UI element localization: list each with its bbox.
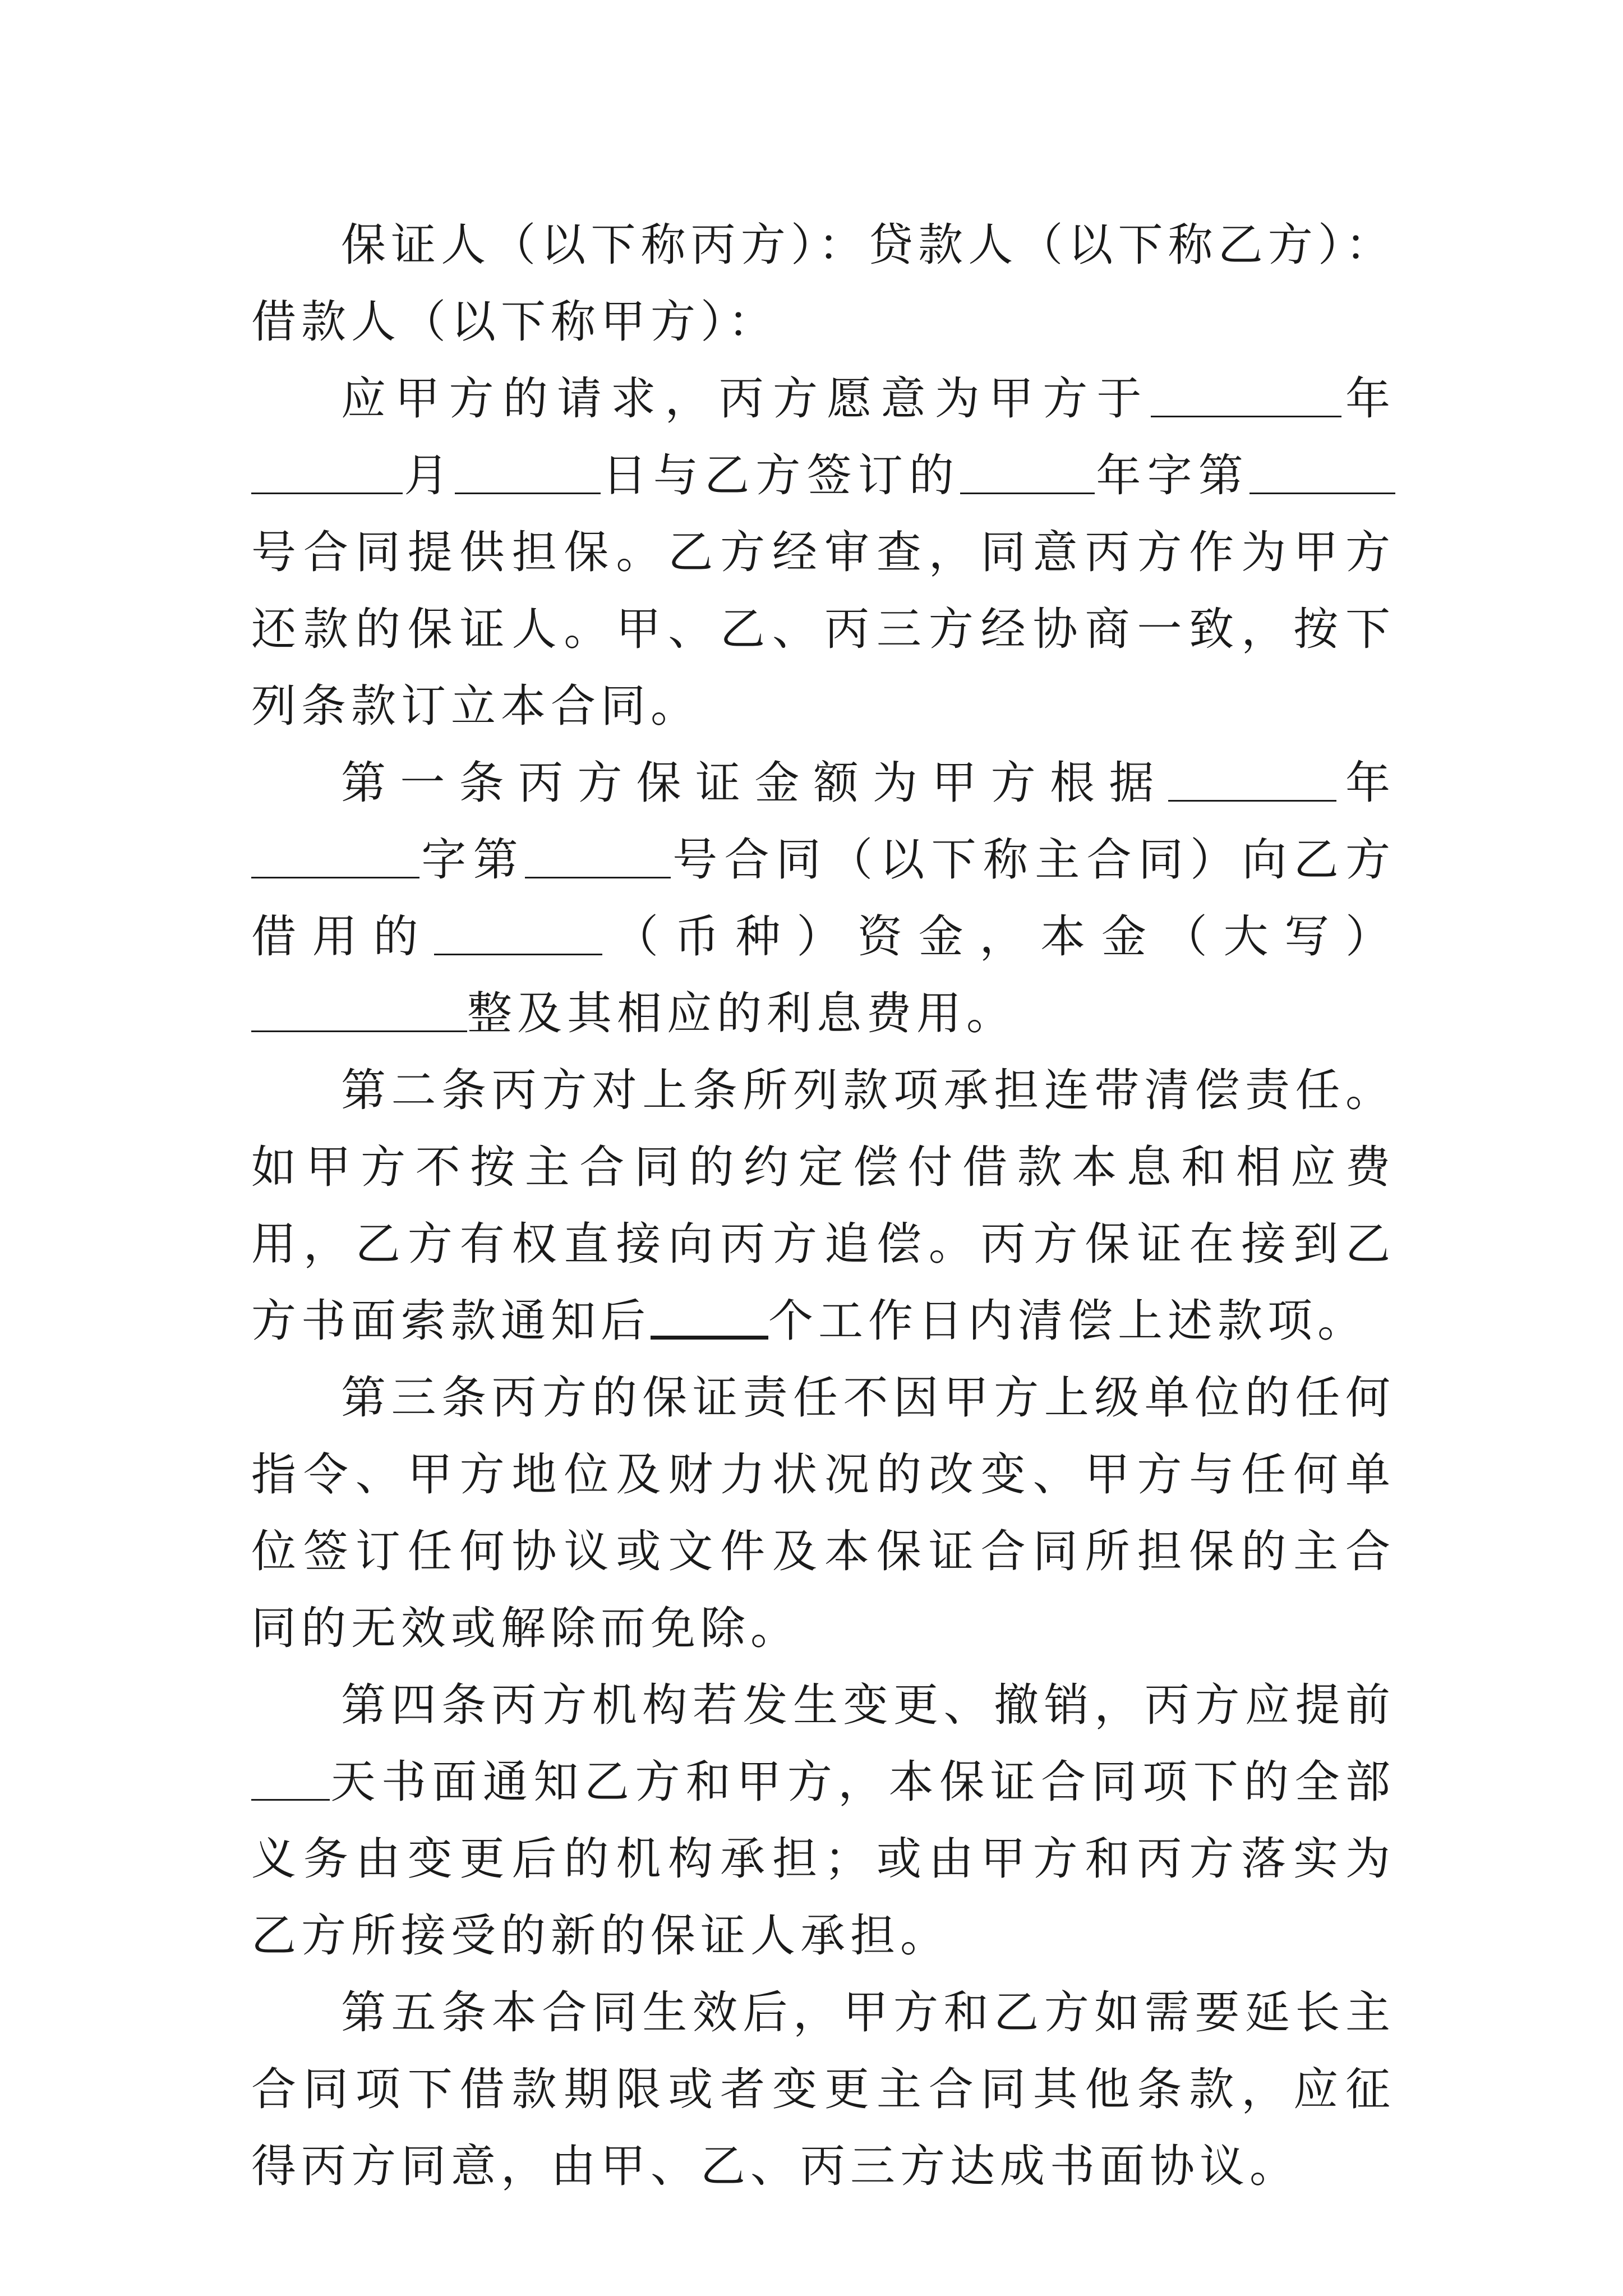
article-1-text-2: 年 xyxy=(1336,757,1396,809)
article-1-text-5: （币种）资金，本金（大写） xyxy=(602,910,1395,963)
paragraph-preamble xyxy=(251,360,1395,744)
article-4-text-2: 天书面通知乙方和甲方，本保证合同项下的全部义务由变更后的机构承担；或由甲方和丙方落实为乙方所接受的新的保证人承担。 xyxy=(251,1756,1395,1962)
article-1-text-3: 字第 xyxy=(419,834,525,886)
article-5-text: 第五条本合同生效后，甲方和乙方如需要延长主合同项下借款期限或者变更主合同其他条款，应征得丙方同意，由甲、乙、丙三方达成书面协议。 xyxy=(251,1986,1395,2192)
article-1-text-4: 号合同（以下称主合同）向乙方借用的 xyxy=(251,834,1396,963)
blank-working-days xyxy=(651,1289,768,1340)
preamble-text-5: 年字第 xyxy=(1095,449,1250,501)
blank-currency xyxy=(434,907,602,955)
blank-main-contract-number xyxy=(525,830,671,878)
paragraph-parties xyxy=(251,206,1395,360)
paragraph-article-4 xyxy=(251,1667,1395,1974)
paragraph-article-5 xyxy=(251,1974,1395,2205)
article-3-text: 第三条丙方的保证责任不因甲方上级单位的任何指令、甲方地位及财力状况的改变、甲方与任何单位签订任何协议或文件及本保证合同所担保的主合同的无效或解除而免除。 xyxy=(251,1372,1395,1654)
preamble-text-2: 年 xyxy=(1341,372,1395,425)
article-1-text-6: 整及其相应的利息费用。 xyxy=(467,987,1016,1039)
article-1-text-1: 第一条丙方保证金额为甲方根据 xyxy=(341,757,1168,809)
blank-contract-year xyxy=(960,445,1095,494)
blank-principal-amount xyxy=(251,983,467,1032)
preamble-text-6: 号合同提供担保。乙方经审查，同意丙方作为甲方还款的保证人。甲、乙、丙三方经协商一致，按下列条款订立本合同。 xyxy=(251,526,1395,732)
blank-main-contract-year xyxy=(1168,753,1336,802)
parties-text: 保证人（以下称丙方）：贷款人（以下称乙方）：借款人（以下称甲方）： xyxy=(251,219,1395,348)
blank-sign-day xyxy=(455,445,601,494)
paragraph-article-3 xyxy=(251,1359,1395,1667)
article-4-text-1: 第四条丙方机构若发生变更、撤销，丙方应提前 xyxy=(341,1679,1395,1731)
preamble-text-3: 月 xyxy=(403,449,455,501)
paragraph-article-1 xyxy=(251,744,1395,1052)
blank-main-contract-char xyxy=(251,830,419,878)
blank-contract-number xyxy=(1249,445,1395,494)
paragraph-article-2 xyxy=(251,1052,1395,1359)
article-2-text-1: 第二条丙方对上条所列款项承担连带清偿责任。如甲方不按主合同的约定偿付借款本息和相应费用，乙方有权直接向丙方追偿。丙方保证在接到乙方书面索款通知后 xyxy=(251,1064,1395,1347)
blank-sign-year xyxy=(1151,369,1341,417)
blank-notice-days xyxy=(251,1752,330,1801)
document-body xyxy=(251,206,1395,2205)
blank-sign-month xyxy=(251,445,403,494)
preamble-text-1: 应甲方的请求，丙方愿意为甲方于 xyxy=(341,372,1151,425)
article-2-text-2: 个工作日内清偿上述款项。 xyxy=(768,1295,1367,1347)
preamble-text-4: 日与乙方签订的 xyxy=(601,449,961,501)
